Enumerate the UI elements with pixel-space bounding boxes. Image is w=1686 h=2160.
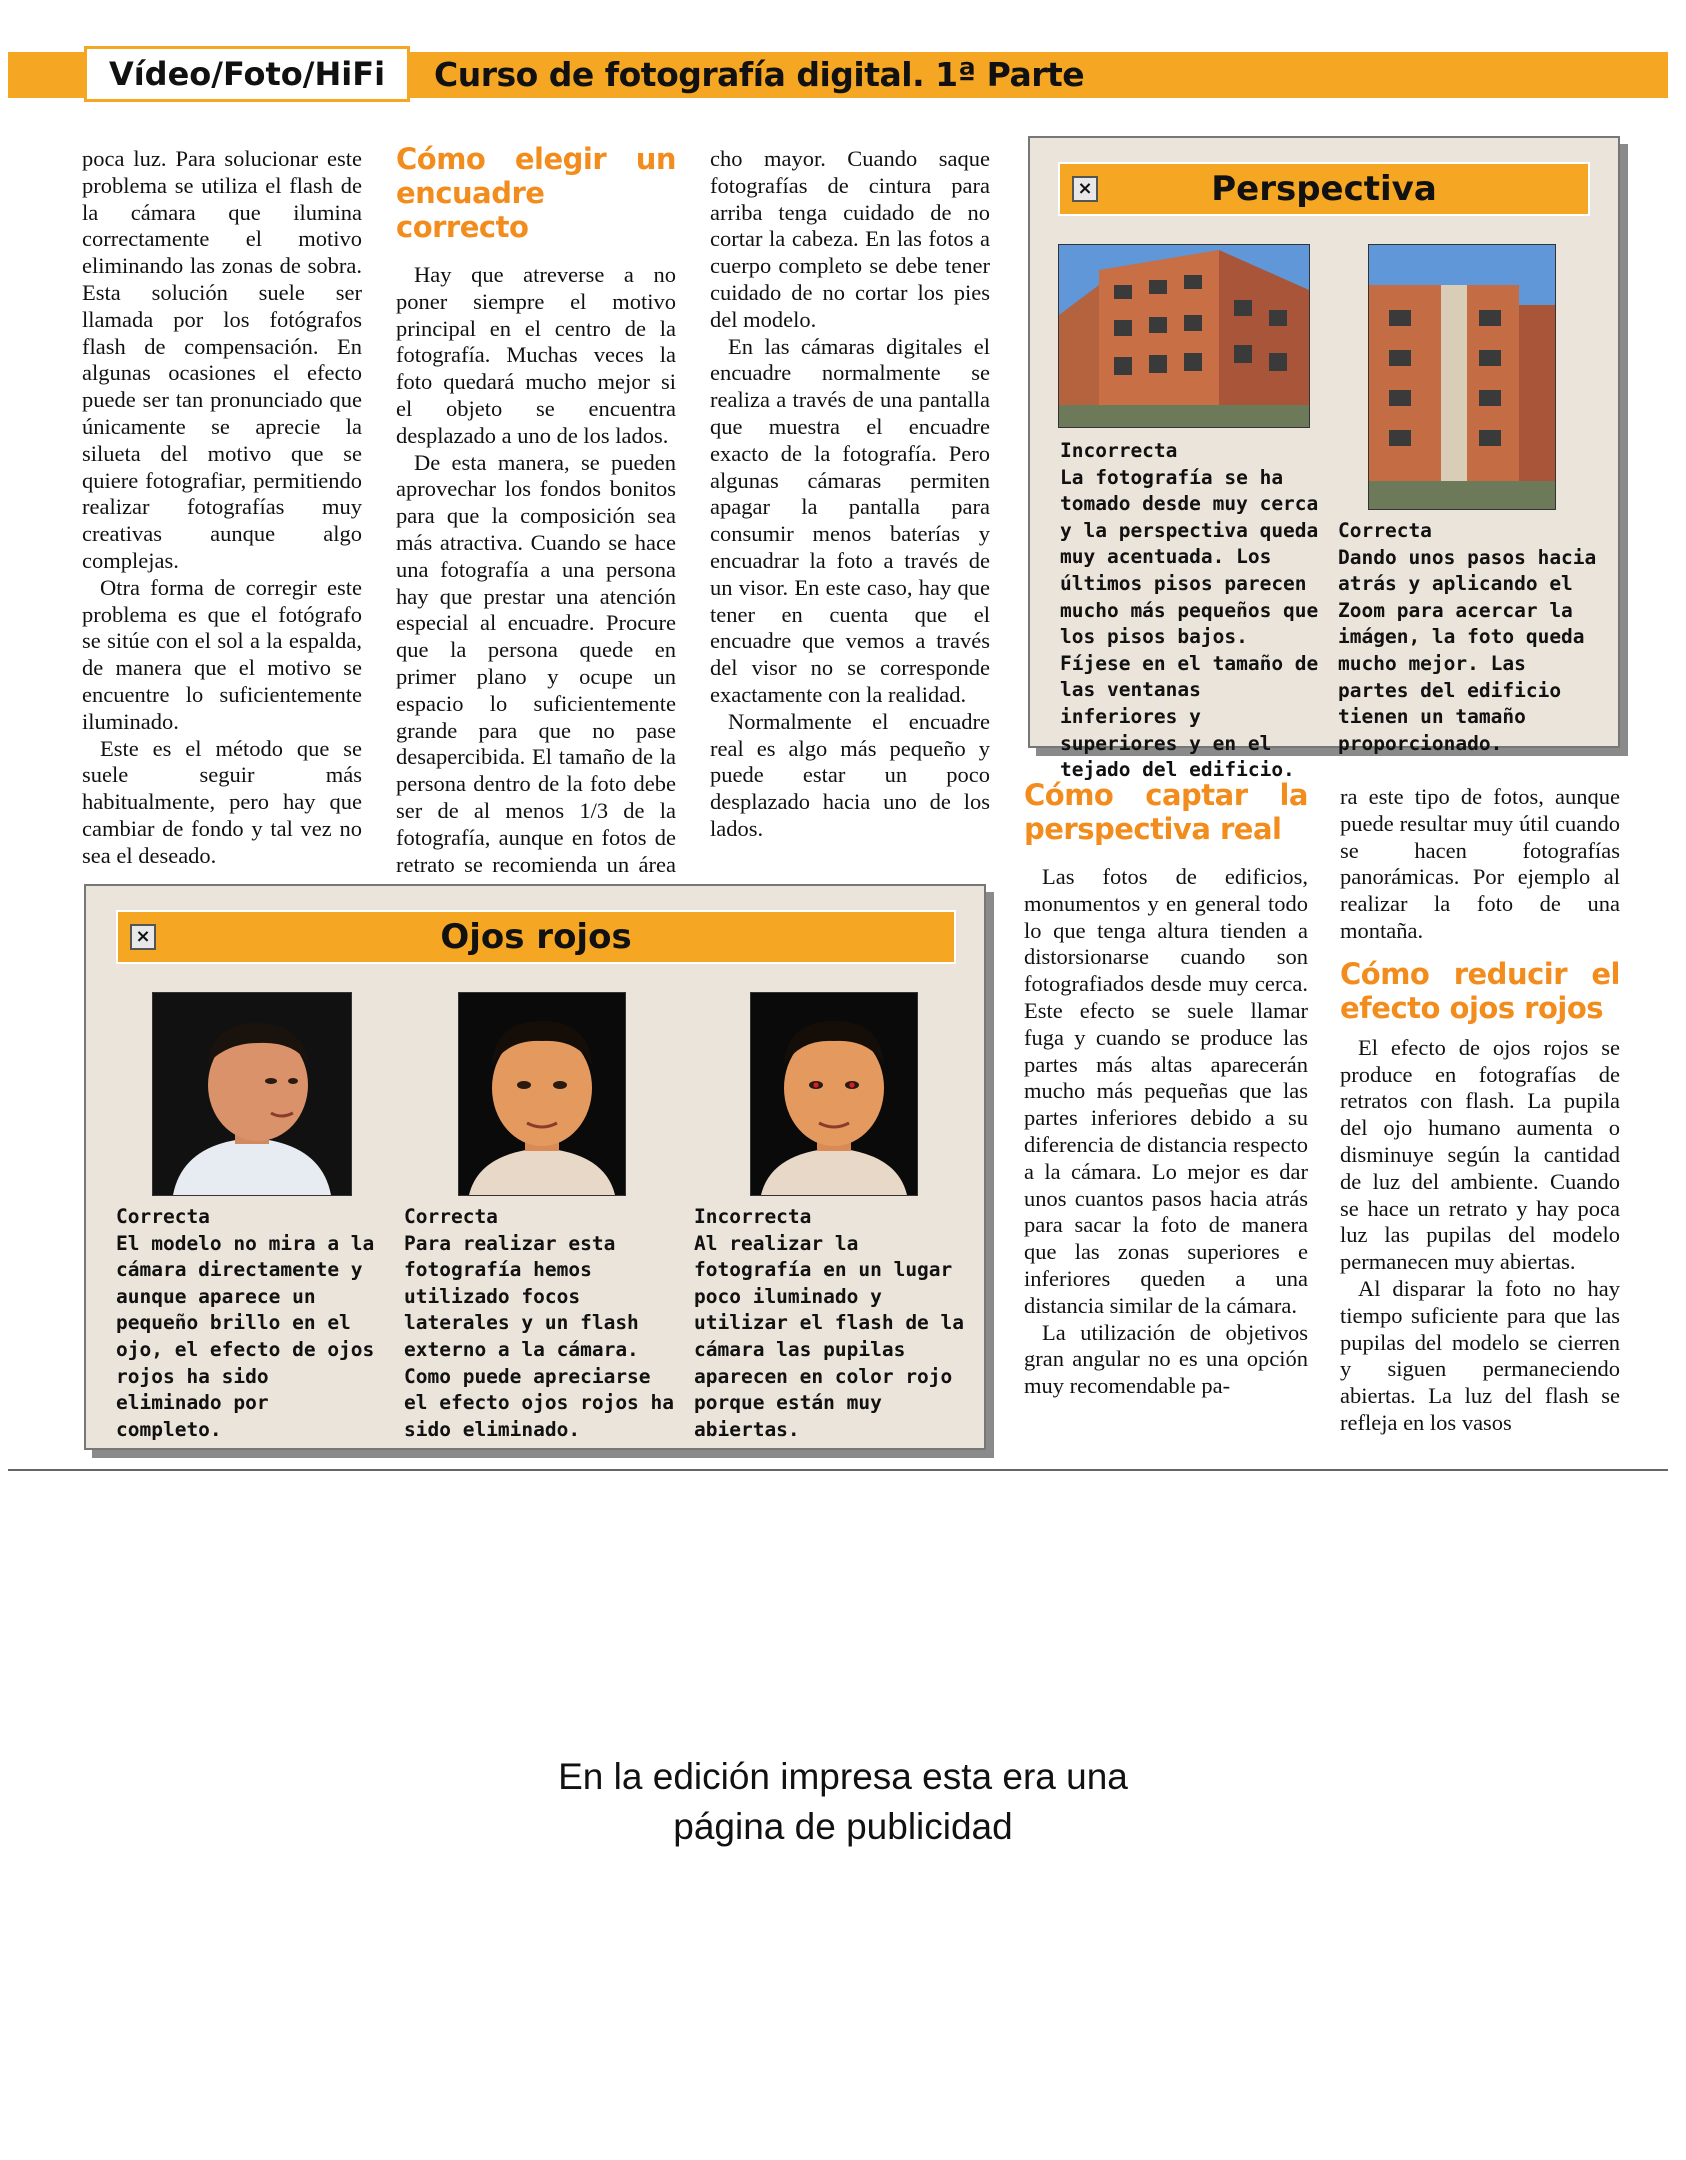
column-2 [396,142,676,905]
paragraph: La utilización de objetivos gran angular no es una opción muy recomendable pa- [1024,1319,1308,1399]
close-icon: × [1072,176,1098,202]
section-heading: Cómo reducir el efecto ojos rojos [1340,956,1620,1025]
portrait-photo-3 [750,992,918,1196]
caption-correct [1338,518,1600,757]
portrait-photo-1 [152,992,352,1196]
paragraph: ra este tipo de fotos, aunque puede resultar muy útil cuando se hacen fotografías panorámicas. Por ejemplo al realizar la foto de una montaña. [1340,784,1620,943]
paragraph: Las fotos de edificios, monumentos y en general todo lo que tenga altura tienden a distorsionarse cuando son fotografiados desde muy cerca. Este efecto se suele llamar fuga y cuando se produce las partes más altas aparecerán mucho más pequeñas que las partes inferiores debido a su diferencia de distancia respecto a la cámara. Lo mejor es dar unos cuantos pasos hacia atrás para sacar la foto de manera que las zonas superiores e inferiores queden a una distancia similar de la cámara. [1024,864,1308,1318]
paragraph: poca luz. Para solucionar este problema se utiliza el flash de la cámara que ilumina correctamente el motivo eliminando las zonas de sobra. Esta solución suele ser llamada por los fotógrafos flash de compensación. En algunas ocasiones el efecto puede ser tan pronunciado que únicamente se aprecie la silueta del motivo que se quiere fotografiar, permitiendo realizar fotografías muy creativas aunque algo complejas. [82,146,362,573]
caption-text: Para realizar esta fotografía hemos utilizado focos laterales y un flash externo a la cámara. Como puede apreciarse el efecto ojos rojos ha sido eliminado. [404,1231,675,1441]
column-3 [710,146,990,843]
paragraph: cho mayor. Cuando saque fotografías de cintura para arriba tenga cuidado de no cortar la cabeza. En las fotos a cuerpo completo se debe tener cuidado de no cortar los pies del modelo. [710,146,990,332]
page-title: Curso de fotografía digital. 1ª Parte [434,55,1085,94]
box-title-bar [116,910,956,964]
portrait-illustration [153,993,351,1195]
paragraph: El efecto de ojos rojos se produce en fotografías de retratos con flash. La pupila del ojo humano aumenta o disminuye según la cantidad de luz del ambiente. Cuando se hace un retrato y hay poca luz las pupilas del modelo permanecen muy abiertas. [1340,1034,1620,1275]
column-5 [1340,784,1620,1437]
caption-text: El modelo no mira a la cámara directamente y aunque aparece un pequeño brillo en el ojo, el efecto de ojos rojos ha sido eliminado por completo. [116,1231,375,1441]
caption-label: Correcta [116,1205,210,1228]
paragraph: En las cámaras digitales el encuadre normalmente se realiza a través de una pantalla que muestra el encuadre exacto de la fotografía. Pero algunas cámaras permiten apagar la pantalla para consumir menos baterías y encuadrar la foto a través de un visor. En este caso, hay que tener en cuenta que el encuadre que vemos a través del visor no se corresponde exactamente con la realidad. [710,333,990,707]
ad-note-line-1: En la edición impresa esta era una [558,1756,1128,1797]
section-tag: Vídeo/Foto/HiFi [84,46,410,102]
column-1 [82,146,362,870]
caption-text: La fotografía se ha tomado desde muy cerca y la perspectiva queda muy acentuada. Los últimos pisos parecen mucho más pequeños que los pisos bajos. Fíjese en el tamaño de las ventanas inferiores y superiores y en el tejado del edificio. [1060,465,1319,782]
portrait-photo-2 [458,992,626,1196]
paragraph: De esta manera, se pueden aprovechar los fondos bonitos para que la composición sea más atractiva. Cuando se hace una fotografía a una persona hay que prestar una atención especial al encuadre. Procure que la persona quede en primer plano y ocupe un espacio lo suficientemente grande para que no pase desapercibida. El tamaño de la persona dentro de la foto debe ser de al menos 1/3 de la fotografía, aunque en fotos de retrato se recomienda un área [396,449,676,877]
ad-placeholder-note [0,1752,1686,1852]
paragraph: Normalmente el encuadre real es algo más pequeño y puede estar un poco desplazado hacia uno de los lados. [710,708,990,841]
building-photo-correct [1368,244,1556,510]
section-heading: Cómo captar la perspectiva real [1024,778,1308,846]
paragraph: Este es el método que se suele seguir más habitualmente, pero hay que cambiar de fondo y tal vez no sea el deseado. [82,735,362,868]
paragraph: Otra forma de corregir este problema es que el fotógrafo se sitúe con el sol a la espalda, de manera que el motivo se encuentre lo suficientemente iluminado. [82,574,362,734]
box-title-bar [1058,162,1590,216]
caption-label: Correcta [404,1205,498,1228]
caption-text: Al realizar la fotografía en un lugar poco iluminado y utilizar el flash de la cámara las pupilas aparecen en color rojo porque están muy abiertas. [694,1231,965,1441]
building-illustration [1369,245,1555,509]
building-illustration [1059,245,1309,427]
box-title: Ojos rojos [440,917,632,957]
caption-label: Correcta [1338,519,1432,542]
paragraph: Hay que atreverse a no poner siempre el motivo principal en el centro de la fotografía. Muchas veces la foto quedará mucho mejor si el objeto se encuentra desplazado a uno de los lados. [396,262,676,448]
box-title: Perspectiva [1211,169,1437,209]
ad-note-line-2: página de publicidad [673,1806,1013,1847]
caption-incorrect [694,1204,970,1443]
caption-label: Incorrecta [1060,439,1178,462]
building-photo-incorrect [1058,244,1310,428]
caption-incorrect [1060,438,1330,784]
caption-text: Dando unos pasos hacia atrás y aplicando el Zoom para acercar la imágen, la foto queda mucho mejor. Las partes del edificio tienen un tamaño proporcionado. [1338,545,1597,755]
perspectiva-box [1028,136,1620,782]
portrait-illustration [459,993,625,1195]
caption-label: Incorrecta [694,1205,812,1228]
ojos-rojos-box [84,884,986,1450]
portrait-illustration [751,993,917,1195]
column-4 [1024,778,1308,1400]
divider [8,1469,1668,1471]
section-heading: Cómo elegir un encuadre correcto [396,142,676,244]
caption-correct-1 [116,1204,378,1443]
paragraph: Al disparar la foto no hay tiempo suficiente para que las pupilas del modelo se cierren y siguen permaneciendo abiertas. La luz del flash se refleja en los vasos [1340,1275,1620,1435]
close-icon: × [130,924,156,950]
caption-correct-2 [404,1204,678,1443]
